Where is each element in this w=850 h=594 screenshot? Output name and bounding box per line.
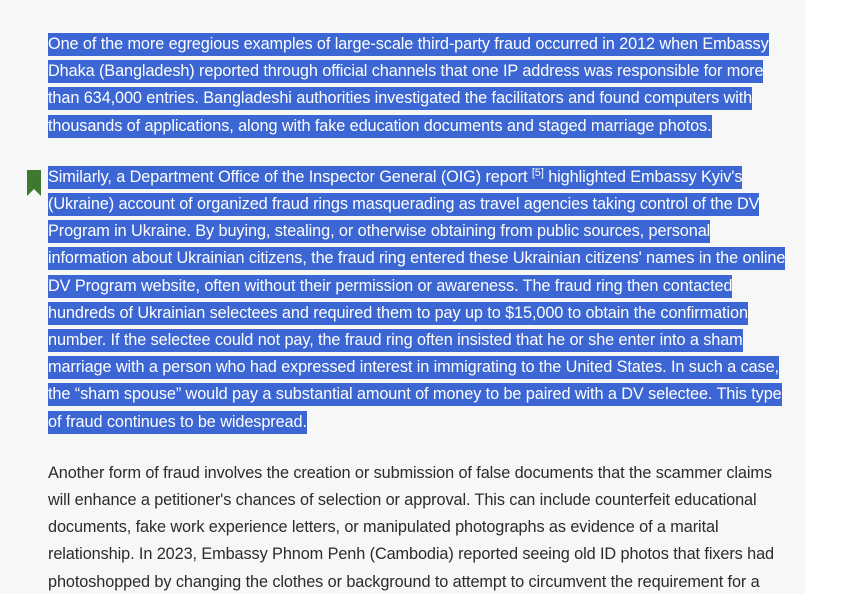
bookmark-icon[interactable] [27, 170, 41, 196]
paragraph-kyiv-fraud[interactable] [48, 164, 788, 436]
footnote-reference-link[interactable]: [5] [531, 166, 544, 179]
selected-text: One of the more egregious examples of large-scale third-party fraud occurred in 2012 when Embassy Dhaka (Bangladesh) reported through official channels that one IP address was responsible for more than 634,000 entries. Bangladeshi authorities investigated the facilitators and found computers with thousands of applications, along with fake education documents and staged marriage photos. [48, 33, 769, 138]
selected-text [48, 166, 785, 434]
paragraph-text: highlighted Embassy Kyiv's (Ukraine) account of organized fraud rings masquerading as travel agencies taking control of the DV Program in Ukraine. By buying, stealing, or otherwise obtaining from public sources, personal information about Ukrainian citizens, the fraud ring entered these Ukrainian citizens' names in the online DV Program website, often without their permission or awareness. The fraud ring then contacted hundreds of Ukrainian selectees and required them to pay up to $15,000 to obtain the confirmation number. If the selectee could not pay, the fraud ring often insisted that he or she enter into a sham marriage with a person who had expressed interest in immigrating to the United States. In such a case, the “sham spouse” would pay a substantial amount of money to be paired with a DV selectee. This type of fraud continues to be widespread. [48, 167, 786, 431]
paragraph-text: Similarly, a Department Office of the Inspector General (OIG) report [48, 167, 532, 186]
paragraph-dhaka-fraud[interactable] [48, 31, 788, 140]
paragraph-false-documents[interactable]: Another form of fraud involves the creation or submission of false documents that the scammer claims will enhance a petitioner's chances of selection or approval. This can include counterfeit educational documents, fake work experience letters, or manipulated photographs as evidence of a marital relationship. In 2023, Embassy Phnom Penh (Cambodia) reported seeing old ID photos that fixers had photoshopped by changing the clothes or background to attempt to circumvent the requirement for a [48, 463, 774, 591]
document-body [48, 31, 788, 594]
right-margin [805, 0, 850, 594]
